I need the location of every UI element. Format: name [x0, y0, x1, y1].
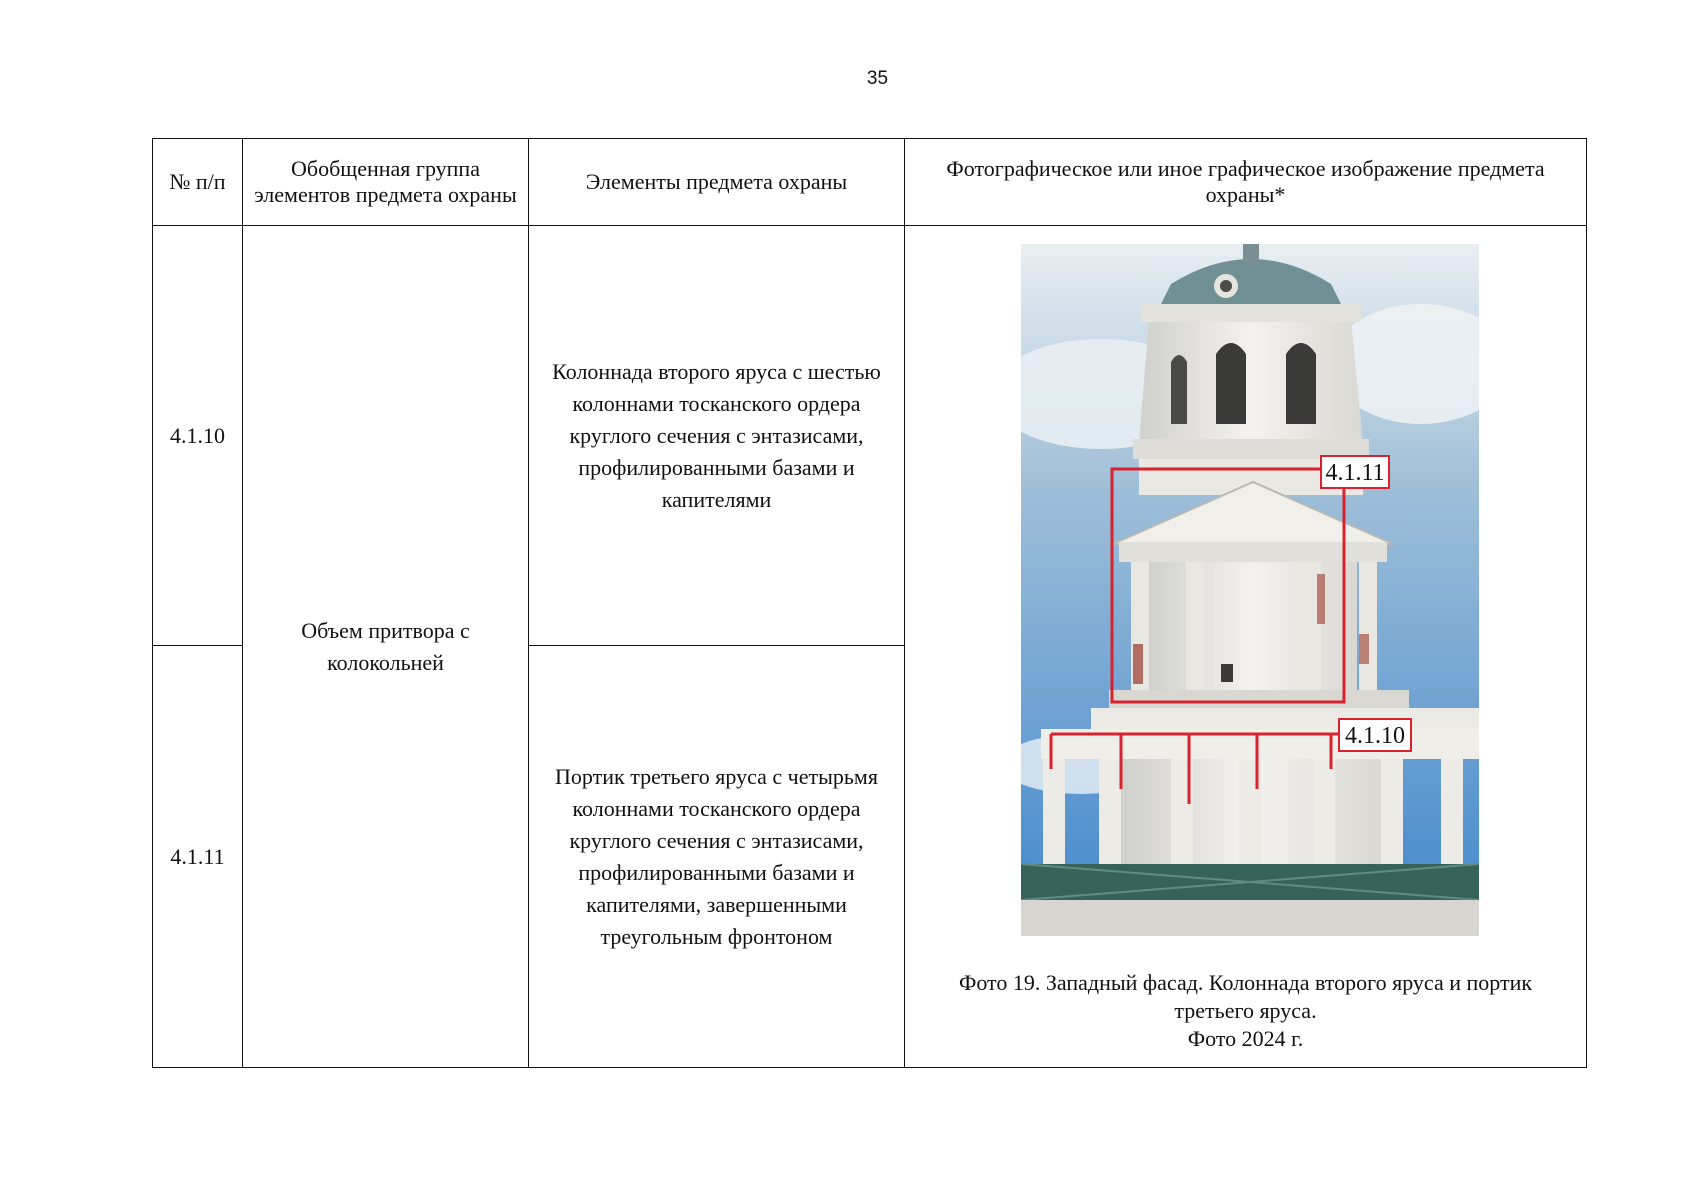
header-group: Обобщенная группа элементов предмета охраны: [243, 139, 529, 226]
header-num: № п/п: [153, 139, 243, 226]
callout-label-lower: 4.1.10: [1345, 723, 1405, 749]
caption-line-1: Фото 19. Западный фасад. Колоннада второго яруса и портик третьего яруса.: [958, 970, 1533, 1023]
table-row: [153, 226, 1587, 646]
element-cell: Колоннада второго яруса с шестью колоннами тосканского ордера круглого сечения с энтазисами, профилированными базами и капителями: [529, 226, 905, 646]
row-number: 4.1.10: [153, 226, 243, 646]
bell-tower-photo: [1021, 244, 1479, 936]
protection-table: [152, 138, 1587, 1068]
header-photo: Фотографическое или иное графическое изображение предмета охраны*: [905, 139, 1587, 226]
page-number: 35: [866, 68, 889, 89]
caption-line-2: Фото 2024 г.: [1187, 1026, 1304, 1051]
element-cell: Портик третьего яруса с четырьмя колоннами тосканского ордера круглого сечения с энтазисами, профилированными базами и капителями, завершенными треугольным фронтоном: [529, 646, 905, 1068]
header-elements: Элементы предмета охраны: [529, 139, 905, 226]
callout-label-upper: 4.1.11: [1325, 460, 1385, 486]
photo-caption: [905, 969, 1586, 1053]
table-header-row: [153, 139, 1587, 226]
group-cell: Объем притвора с колокольней: [243, 226, 529, 1068]
row-number: 4.1.11: [153, 646, 243, 1068]
photo-cell: [905, 226, 1587, 1068]
